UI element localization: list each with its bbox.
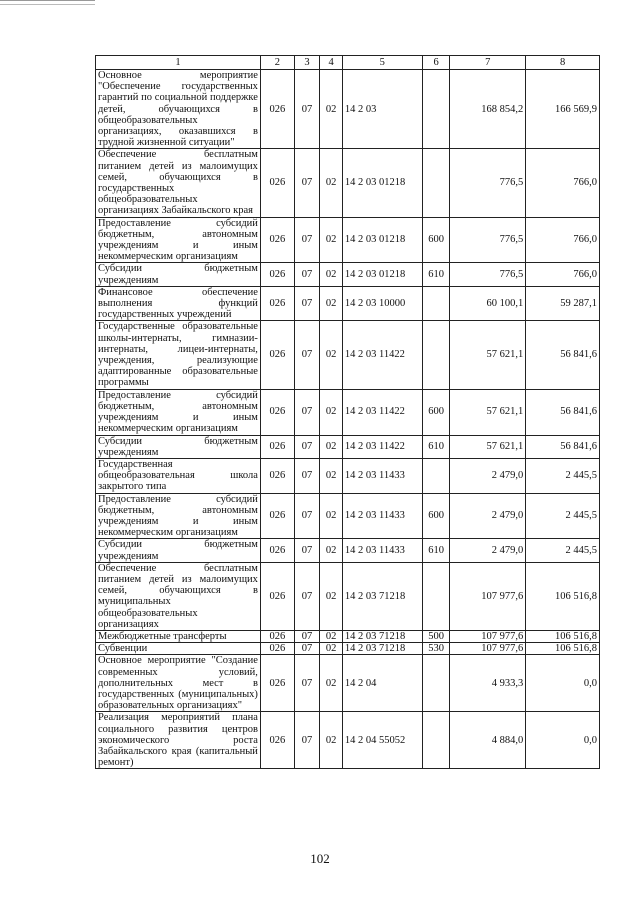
row-name-cell: Субсидии бюджетным учреждениям [96,263,261,286]
amount-year-2-cell: 106 516,8 [526,562,600,630]
expense-type-cell: 600 [422,217,450,263]
section-cell: 07 [294,263,320,286]
target-article-cell: 14 2 03 11433 [342,458,422,493]
header-col-8: 8 [526,56,600,70]
amount-year-2-cell: 2 445,5 [526,539,600,562]
section-cell: 07 [294,643,320,655]
section-cell: 07 [294,458,320,493]
target-article-cell: 14 2 03 11422 [342,389,422,435]
table-row [96,263,600,286]
expense-type-cell: 610 [422,539,450,562]
target-article-cell: 14 2 03 71218 [342,630,422,642]
expense-type-cell [422,655,450,712]
amount-year-2-cell: 166 569,9 [526,70,600,149]
page-number: 102 [310,851,330,866]
section-cell: 07 [294,217,320,263]
table-row [96,712,600,769]
section-cell: 07 [294,149,320,217]
admin-code-cell: 026 [260,630,294,642]
target-article-cell: 14 2 03 11433 [342,539,422,562]
table-row [96,149,600,217]
amount-year-1-cell: 776,5 [450,263,526,286]
section-cell: 07 [294,321,320,389]
subsection-cell: 02 [320,435,343,458]
target-article-cell: 14 2 03 11422 [342,321,422,389]
target-article-cell: 14 2 03 71218 [342,643,422,655]
table-body [96,70,600,769]
target-article-cell: 14 2 03 01218 [342,263,422,286]
expense-type-cell [422,149,450,217]
header-col-5: 5 [342,56,422,70]
table-row [96,435,600,458]
subsection-cell: 02 [320,263,343,286]
section-cell: 07 [294,712,320,769]
subsection-cell: 02 [320,217,343,263]
amount-year-1-cell: 57 621,1 [450,435,526,458]
table-row [96,539,600,562]
subsection-cell: 02 [320,562,343,630]
target-article-cell: 14 2 03 11433 [342,493,422,539]
subsection-cell: 02 [320,389,343,435]
section-cell: 07 [294,655,320,712]
amount-year-2-cell: 766,0 [526,217,600,263]
table-row [96,321,600,389]
table-row [96,493,600,539]
expense-type-cell [422,712,450,769]
section-cell: 07 [294,562,320,630]
table-row [96,217,600,263]
expense-type-cell [422,321,450,389]
expense-type-cell: 500 [422,630,450,642]
subsection-cell: 02 [320,630,343,642]
row-name-cell: Субвенции [96,643,261,655]
admin-code-cell: 026 [260,539,294,562]
expense-type-cell [422,286,450,321]
admin-code-cell: 026 [260,321,294,389]
table-row [96,389,600,435]
amount-year-1-cell: 57 621,1 [450,389,526,435]
amount-year-2-cell: 0,0 [526,712,600,769]
expense-type-cell: 600 [422,493,450,539]
expense-type-cell: 530 [422,643,450,655]
admin-code-cell: 026 [260,643,294,655]
admin-code-cell: 026 [260,655,294,712]
target-article-cell: 14 2 03 [342,70,422,149]
expense-type-cell: 600 [422,389,450,435]
amount-year-1-cell: 776,5 [450,217,526,263]
section-cell: 07 [294,493,320,539]
row-name-cell: Предоставление субсидий бюджетным, автономным учреждениям и иным некоммерческим организациям [96,493,261,539]
amount-year-1-cell: 2 479,0 [450,458,526,493]
header-row [96,56,600,70]
admin-code-cell: 026 [260,493,294,539]
row-name-cell: Межбюджетные трансферты [96,630,261,642]
admin-code-cell: 026 [260,286,294,321]
subsection-cell: 02 [320,539,343,562]
amount-year-2-cell: 56 841,6 [526,321,600,389]
subsection-cell: 02 [320,286,343,321]
expense-type-cell [422,562,450,630]
subsection-cell: 02 [320,493,343,539]
table-row [96,70,600,149]
budget-table [95,55,600,769]
admin-code-cell: 026 [260,435,294,458]
amount-year-1-cell: 776,5 [450,149,526,217]
row-name-cell: Государственные образовательные школы-интернаты, гимназии-интернаты, лицеи-интернаты, учреждения, реализующие адаптированные образовательные программы [96,321,261,389]
section-cell: 07 [294,630,320,642]
expense-type-cell: 610 [422,435,450,458]
target-article-cell: 14 2 03 71218 [342,562,422,630]
amount-year-2-cell: 2 445,5 [526,493,600,539]
amount-year-2-cell: 56 841,6 [526,435,600,458]
expense-type-cell [422,458,450,493]
header-col-4: 4 [320,56,343,70]
section-cell: 07 [294,70,320,149]
subsection-cell: 02 [320,70,343,149]
header-col-7: 7 [450,56,526,70]
table-row [96,286,600,321]
target-article-cell: 14 2 04 [342,655,422,712]
top-edge-rule [0,0,95,5]
amount-year-1-cell: 57 621,1 [450,321,526,389]
amount-year-2-cell: 2 445,5 [526,458,600,493]
section-cell: 07 [294,539,320,562]
row-name-cell: Основное мероприятие "Создание современных условий, дополнительных мест в государственных (муниципальных) образовательных организациях" [96,655,261,712]
subsection-cell: 02 [320,149,343,217]
row-name-cell: Субсидии бюджетным учреждениям [96,435,261,458]
target-article-cell: 14 2 03 11422 [342,435,422,458]
header-col-1: 1 [96,56,261,70]
row-name-cell: Реализация мероприятий плана социального развития центров экономического роста Забайкальского края (капитальный ремонт) [96,712,261,769]
amount-year-2-cell: 106 516,8 [526,643,600,655]
table-row [96,562,600,630]
section-cell: 07 [294,435,320,458]
table-row [96,458,600,493]
subsection-cell: 02 [320,321,343,389]
amount-year-2-cell: 106 516,8 [526,630,600,642]
row-name-cell: Государственная общеобразовательная школа закрытого типа [96,458,261,493]
amount-year-1-cell: 168 854,2 [450,70,526,149]
row-name-cell: Финансовое обеспечение выполнения функций государственных учреждений [96,286,261,321]
amount-year-2-cell: 56 841,6 [526,389,600,435]
admin-code-cell: 026 [260,562,294,630]
amount-year-2-cell: 0,0 [526,655,600,712]
admin-code-cell: 026 [260,70,294,149]
target-article-cell: 14 2 03 01218 [342,149,422,217]
target-article-cell: 14 2 03 01218 [342,217,422,263]
target-article-cell: 14 2 04 55052 [342,712,422,769]
table-row [96,655,600,712]
admin-code-cell: 026 [260,263,294,286]
amount-year-2-cell: 766,0 [526,263,600,286]
row-name-cell: Обеспечение бесплатным питанием детей из малоимущих семей, обучающихся в государственных общеобразовательных организациях Забайкальского края [96,149,261,217]
row-name-cell: Предоставление субсидий бюджетным, автономным учреждениям и иным некоммерческим организациям [96,389,261,435]
admin-code-cell: 026 [260,458,294,493]
header-col-3: 3 [294,56,320,70]
admin-code-cell: 026 [260,217,294,263]
subsection-cell: 02 [320,643,343,655]
target-article-cell: 14 2 03 10000 [342,286,422,321]
amount-year-1-cell: 2 479,0 [450,493,526,539]
header-col-6: 6 [422,56,450,70]
header-col-2: 2 [260,56,294,70]
amount-year-1-cell: 60 100,1 [450,286,526,321]
subsection-cell: 02 [320,458,343,493]
expense-type-cell: 610 [422,263,450,286]
row-name-cell: Субсидии бюджетным учреждениям [96,539,261,562]
row-name-cell: Обеспечение бесплатным питанием детей из малоимущих семей, обучающихся в муниципальных общеобразовательных организациях [96,562,261,630]
admin-code-cell: 026 [260,149,294,217]
amount-year-2-cell: 59 287,1 [526,286,600,321]
amount-year-1-cell: 107 977,6 [450,630,526,642]
amount-year-1-cell: 2 479,0 [450,539,526,562]
amount-year-1-cell: 4 933,3 [450,655,526,712]
section-cell: 07 [294,389,320,435]
amount-year-1-cell: 4 884,0 [450,712,526,769]
row-name-cell: Предоставление субсидий бюджетным, автономным учреждениям и иным некоммерческим организациям [96,217,261,263]
amount-year-1-cell: 107 977,6 [450,562,526,630]
expense-type-cell [422,70,450,149]
table-row [96,630,600,642]
amount-year-2-cell: 766,0 [526,149,600,217]
section-cell: 07 [294,286,320,321]
admin-code-cell: 026 [260,389,294,435]
subsection-cell: 02 [320,712,343,769]
table-row [96,643,600,655]
amount-year-1-cell: 107 977,6 [450,643,526,655]
row-name-cell: Основное мероприятие "Обеспечение государственных гарантий по социальной поддержке детей, обучающихся в общеобразовательных организациях, оказавшихся в трудной жизненной ситуации" [96,70,261,149]
subsection-cell: 02 [320,655,343,712]
admin-code-cell: 026 [260,712,294,769]
